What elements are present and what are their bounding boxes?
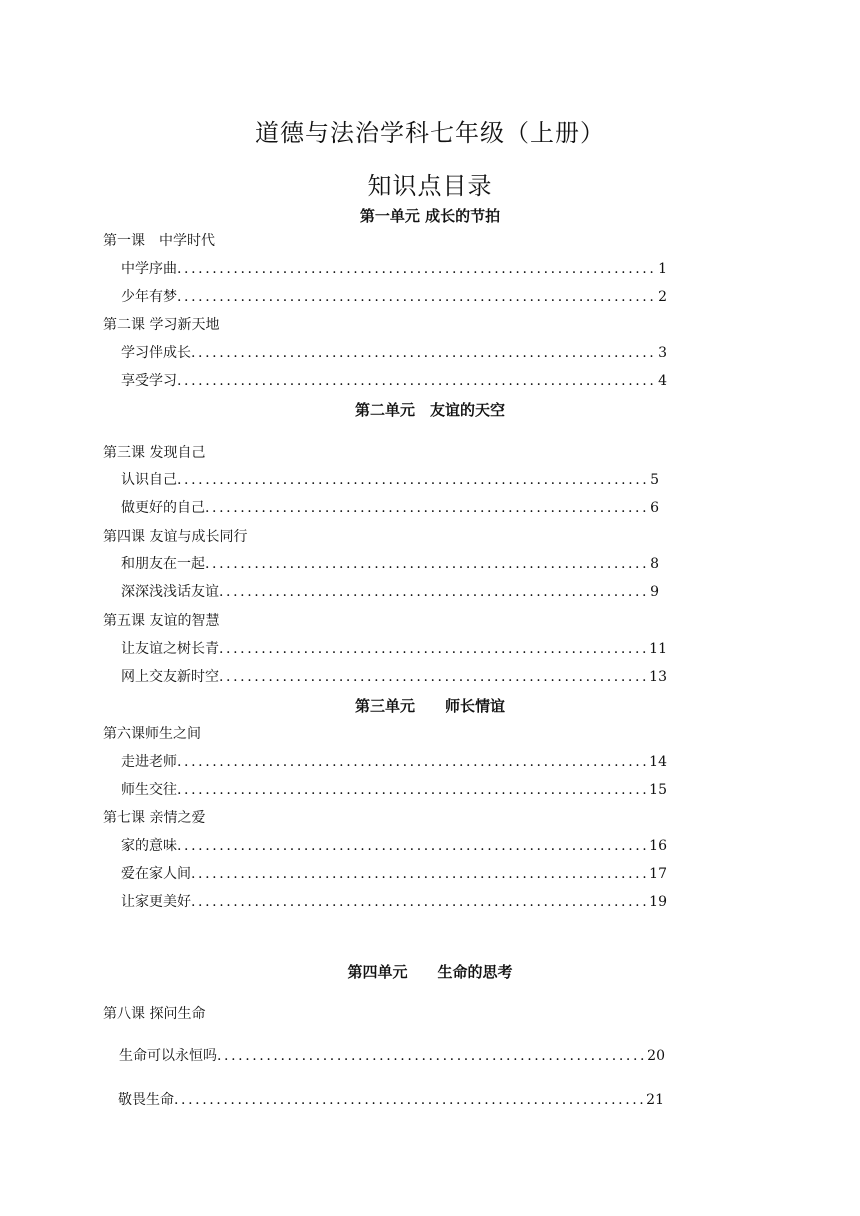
dot-leader [177, 373, 657, 389]
lesson-heading: 第八课 探问生命 [103, 1006, 206, 1022]
lesson-heading: 第五课 友谊的智慧 [103, 613, 220, 629]
unit-heading: 第二单元 友谊的天空 [354, 401, 505, 419]
toc-entry-page: 14 [649, 754, 667, 770]
toc-entry-title: 走进老师 [121, 754, 177, 770]
toc-entry[interactable] [121, 258, 667, 278]
toc-entry-page: 9 [650, 584, 659, 600]
lesson-heading: 第四课 友谊与成长同行 [103, 529, 248, 545]
unit-heading: 第三单元 师长情谊 [354, 697, 505, 715]
toc-entry-page: 21 [646, 1092, 664, 1108]
toc-entry[interactable] [121, 835, 667, 855]
dot-leader [219, 669, 648, 685]
toc-entry-title: 深深浅浅话友谊 [121, 584, 219, 600]
toc-entry-page: 2 [658, 289, 667, 305]
toc-entry[interactable] [121, 891, 667, 911]
toc-entry-title: 网上交友新时空 [121, 669, 219, 685]
toc-entry-page: 6 [650, 500, 659, 516]
dot-leader [191, 894, 648, 910]
unit-heading: 第一单元 成长的节拍 [359, 207, 501, 225]
dot-leader [177, 472, 649, 488]
toc-entry-page: 11 [649, 641, 667, 657]
unit-heading: 第四单元 生命的思考 [347, 963, 513, 981]
dot-leader [219, 584, 649, 600]
toc-entry[interactable] [121, 342, 667, 362]
toc-entry-title: 让家更美好 [121, 894, 191, 910]
dot-leader [177, 838, 648, 854]
toc-entry[interactable] [121, 553, 659, 573]
dot-leader [174, 1092, 645, 1108]
toc-entry-page: 19 [649, 894, 667, 910]
toc-entry[interactable] [121, 581, 659, 601]
lesson-heading: 第七课 亲情之爱 [103, 810, 206, 826]
toc-entry-title: 中学序曲 [121, 261, 177, 277]
toc-entry-page: 3 [658, 345, 667, 361]
toc-entry-title: 家的意味 [121, 838, 177, 854]
dot-leader [217, 1048, 646, 1064]
toc-entry-page: 16 [649, 838, 667, 854]
toc-entry-page: 5 [650, 472, 659, 488]
toc-entry-title: 和朋友在一起 [121, 556, 205, 572]
lesson-heading: 第六课师生之间 [103, 726, 201, 742]
toc-entry-title: 享受学习 [121, 373, 177, 389]
document-title: 道德与法治学科七年级（上册） [255, 119, 605, 147]
dot-leader [205, 500, 649, 516]
document-subtitle: 知识点目录 [367, 172, 493, 200]
dot-leader [177, 782, 648, 798]
toc-entry-page: 20 [647, 1048, 665, 1064]
dot-leader [205, 556, 649, 572]
dot-leader [177, 261, 657, 277]
lesson-heading: 第三课 发现自己 [103, 445, 206, 461]
toc-entry[interactable] [121, 779, 667, 799]
toc-entry[interactable] [121, 666, 667, 686]
toc-entry-page: 17 [649, 866, 667, 882]
dot-leader [177, 754, 648, 770]
dot-leader [177, 289, 657, 305]
toc-entry-title: 敬畏生命 [118, 1092, 174, 1108]
toc-entry[interactable] [121, 469, 659, 489]
toc-entry[interactable] [121, 638, 667, 658]
toc-entry[interactable] [121, 863, 667, 883]
toc-entry-page: 8 [650, 556, 659, 572]
toc-entry-title: 生命可以永恒吗 [119, 1048, 217, 1064]
toc-entry-title: 学习伴成长 [121, 345, 191, 361]
toc-entry[interactable] [121, 497, 659, 517]
dot-leader [219, 641, 648, 657]
toc-entry-title: 认识自己 [121, 472, 177, 488]
toc-entry-title: 爱在家人间 [121, 866, 191, 882]
toc-entry-title: 做更好的自己 [121, 500, 205, 516]
toc-entry-page: 1 [658, 261, 667, 277]
dot-leader [191, 345, 657, 361]
toc-entry[interactable] [119, 1045, 665, 1065]
toc-entry-page: 13 [649, 669, 667, 685]
toc-entry-title: 少年有梦 [121, 289, 177, 305]
toc-entry-page: 4 [658, 373, 667, 389]
lesson-heading: 第二课 学习新天地 [103, 317, 220, 333]
toc-entry[interactable] [118, 1089, 664, 1109]
lesson-heading: 第一课 中学时代 [103, 233, 215, 249]
toc-entry[interactable] [121, 751, 667, 771]
toc-entry[interactable] [121, 286, 667, 306]
toc-entry-title: 师生交往 [121, 782, 177, 798]
toc-entry-title: 让友谊之树长青 [121, 641, 219, 657]
dot-leader [191, 866, 648, 882]
toc-entry-page: 15 [649, 782, 667, 798]
toc-entry[interactable] [121, 370, 667, 390]
